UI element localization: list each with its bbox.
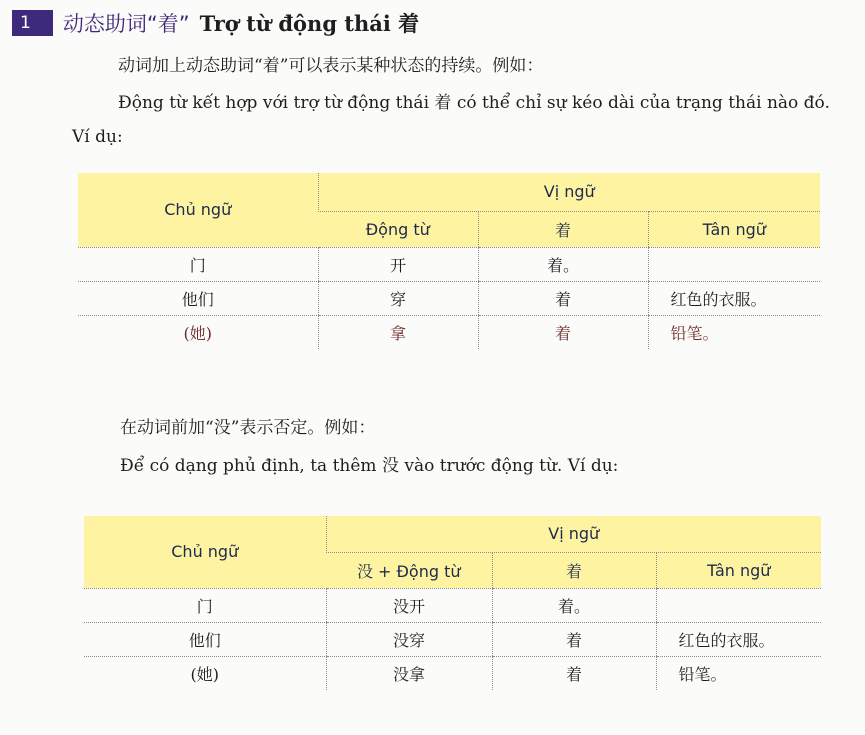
- cell-zhe: 着: [492, 622, 656, 656]
- cell-zhe: 着: [478, 281, 648, 315]
- header-zhe: 着: [492, 552, 656, 588]
- cell-verb: 拿: [318, 315, 478, 349]
- header-predicate: Vị ngữ: [318, 173, 820, 211]
- intro-paragraph-chinese: 动词加上动态助词“着”可以表示某种状态的持续。例如：: [118, 56, 544, 76]
- table-row: [78, 247, 820, 281]
- negation-paragraph-vietnamese: Để có dạng phủ định, ta thêm 没 vào trước động từ. Ví dụ:: [120, 456, 619, 476]
- grammar-table-affirmative: [78, 173, 820, 349]
- cell-zhe: 着。: [492, 588, 656, 622]
- cell-object: 铅笔。: [648, 315, 820, 349]
- cell-zhe: 着: [478, 315, 648, 349]
- section-number-badge: 1: [12, 10, 53, 36]
- header-zhe: 着: [478, 211, 648, 247]
- cell-object: [648, 247, 820, 281]
- cell-zhe: 着。: [478, 247, 648, 281]
- cell-object: 铅笔。: [656, 656, 821, 690]
- cell-subject: 门: [84, 588, 326, 622]
- section-title-chinese: 动态助词“着”: [62, 12, 190, 36]
- header-subject: Chủ ngữ: [78, 173, 318, 247]
- header-object: Tân ngữ: [648, 211, 820, 247]
- cell-subject: 他们: [84, 622, 326, 656]
- header-predicate: Vị ngữ: [326, 516, 821, 552]
- intro-paragraph-vietnamese: Động từ kết hợp với trợ từ động thái 着 có thể chỉ sự kéo dài của trạng thái nào đó. Ví dụ:: [72, 93, 830, 147]
- cell-object: [656, 588, 821, 622]
- table-row: [84, 588, 821, 622]
- cell-verb: 没开: [326, 588, 492, 622]
- negation-paragraph-chinese: 在动词前加“没”表示否定。例如：: [120, 418, 376, 438]
- header-object: Tân ngữ: [656, 552, 821, 588]
- cell-subject: (她): [190, 664, 219, 684]
- section-heading: [12, 8, 419, 38]
- cell-verb: 没穿: [326, 622, 492, 656]
- header-verb: Động từ: [318, 211, 478, 247]
- table-row: [84, 622, 821, 656]
- table-row: [78, 281, 820, 315]
- cell-object: 红色的衣服。: [656, 622, 821, 656]
- cell-verb: 开: [318, 247, 478, 281]
- header-verb: 没 + Động từ: [326, 552, 492, 588]
- cell-zhe: 着: [492, 656, 656, 690]
- cell-verb: 穿: [318, 281, 478, 315]
- section-title-vietnamese: Trợ từ động thái 着: [199, 11, 420, 36]
- cell-object: 红色的衣服。: [648, 281, 820, 315]
- table-row: [84, 656, 821, 690]
- header-subject: Chủ ngữ: [84, 516, 326, 588]
- grammar-table-negative: [84, 516, 821, 690]
- cell-subject: (她): [183, 323, 212, 343]
- table-row: [78, 315, 820, 349]
- cell-verb: 没拿: [326, 656, 492, 690]
- cell-subject: 门: [78, 247, 318, 281]
- cell-subject: 他们: [78, 281, 318, 315]
